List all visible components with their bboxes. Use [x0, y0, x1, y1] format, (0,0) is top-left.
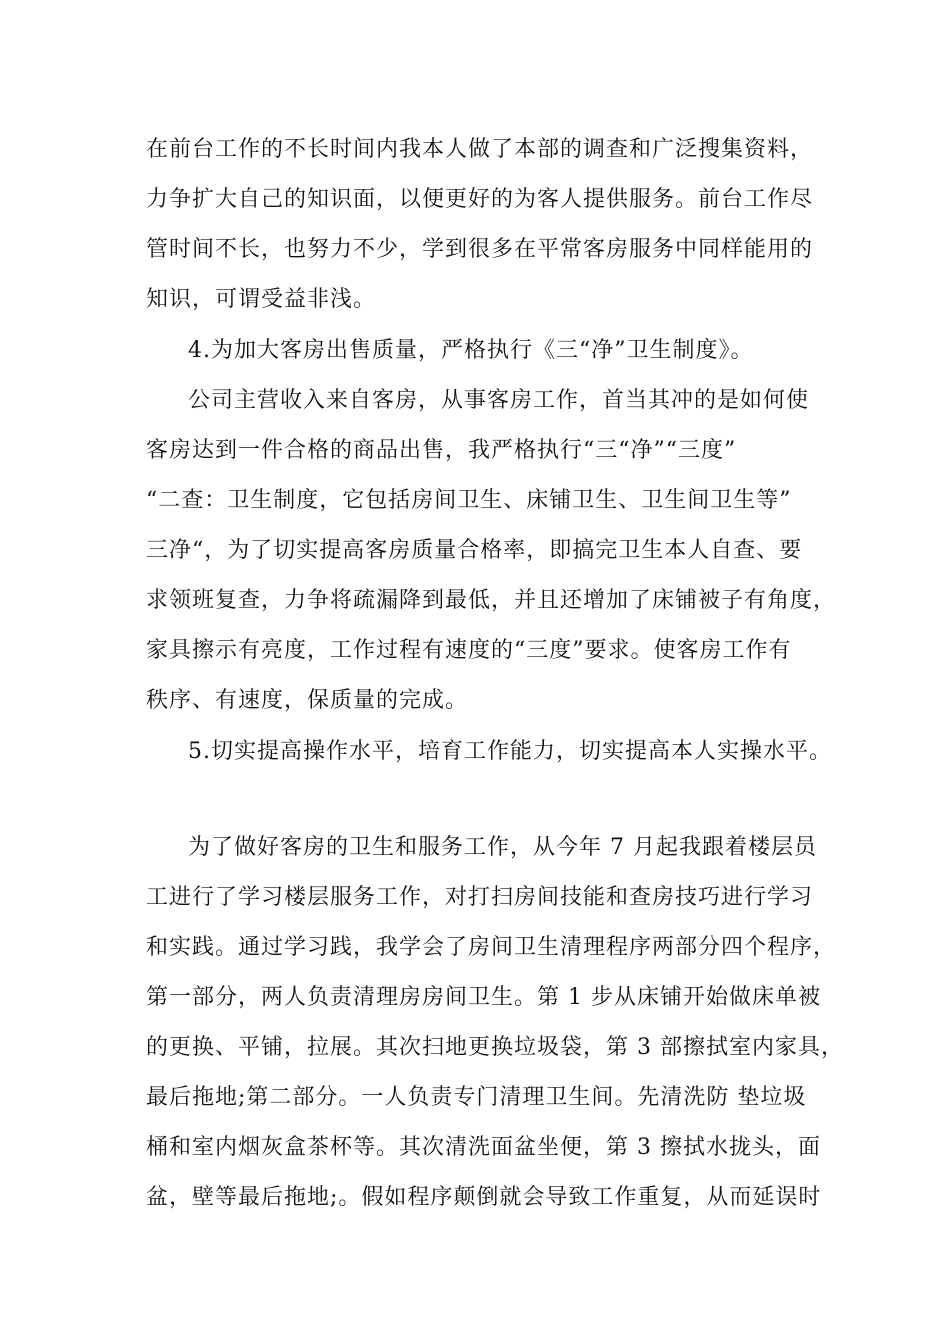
- text-line: 在前台工作的不长时间内我本人做了本部的调查和广泛搜集资料，: [146, 137, 814, 162]
- text-line: 为了做好客房的卫生和服务工作，从今年 7 月起我跟着楼层员: [188, 835, 817, 860]
- text-line: 最后拖地;第二部分。一人负责专门清理卫生间。先清洗防 垫垃圾: [146, 1085, 807, 1110]
- text-line: 客房达到一件合格的商品出售，我严格执行“三“净”“三度”: [146, 438, 737, 463]
- text-line: 管时间不长，也努力不少，学到很多在平常客房服务中同样能用的: [146, 237, 814, 262]
- text-line: 三净“，为了切实提高客房质量合格率，即搞完卫生本人自查、要: [146, 538, 803, 563]
- text-line: 的更换、平铺，拉展。其次扫地更换垃圾袋，第 3 部擦拭室内家具，: [146, 1035, 844, 1060]
- text-line: 知识，可谓受益非浅。: [146, 287, 377, 312]
- text-line: 工进行了学习楼层服务工作，对打扫房间技能和查房技巧进行学习: [146, 885, 814, 910]
- text-line: 秩序、有速度，保质量的完成。: [146, 688, 469, 713]
- text-line: 盆，壁等最后拖地;。假如程序颠倒就会导致工作重复，从而延误时: [146, 1185, 822, 1210]
- text-line: 公司主营收入来自客房，从事客房工作，首当其冲的是如何使: [188, 388, 810, 413]
- text-line: 求领班复查，力争将疏漏降到最低，并且还增加了床铺被子有角度，: [146, 588, 837, 613]
- text-line: 第一部分，两人负责清理房房间卫生。第 1 步从床铺开始做床单被: [146, 985, 821, 1010]
- text-line: 桶和室内烟灰盒茶杯等。其次清洗面盆坐便，第 3 擦拭水拢头，面: [146, 1135, 821, 1160]
- text-line: “二查：卫生制度，它包括房间卫生、床铺卫生、卫生间卫生等”: [146, 488, 792, 513]
- text-line: 和实践。通过学习践，我学会了房间卫生清理程序两部分四个程序，: [146, 935, 837, 960]
- section-heading-5: 5.切实提高操作水平，培育工作能力，切实提高本人实操水平。: [188, 739, 832, 764]
- text-line: 家具擦示有亮度，工作过程有速度的“三度”要求。使客房工作有: [146, 638, 792, 663]
- section-heading-4: 4.为加大客房出售质量，严格执行《三“净”卫生制度》。: [188, 338, 754, 363]
- text-line: 力争扩大自己的知识面，以便更好的为客人提供服务。前台工作尽: [146, 187, 814, 212]
